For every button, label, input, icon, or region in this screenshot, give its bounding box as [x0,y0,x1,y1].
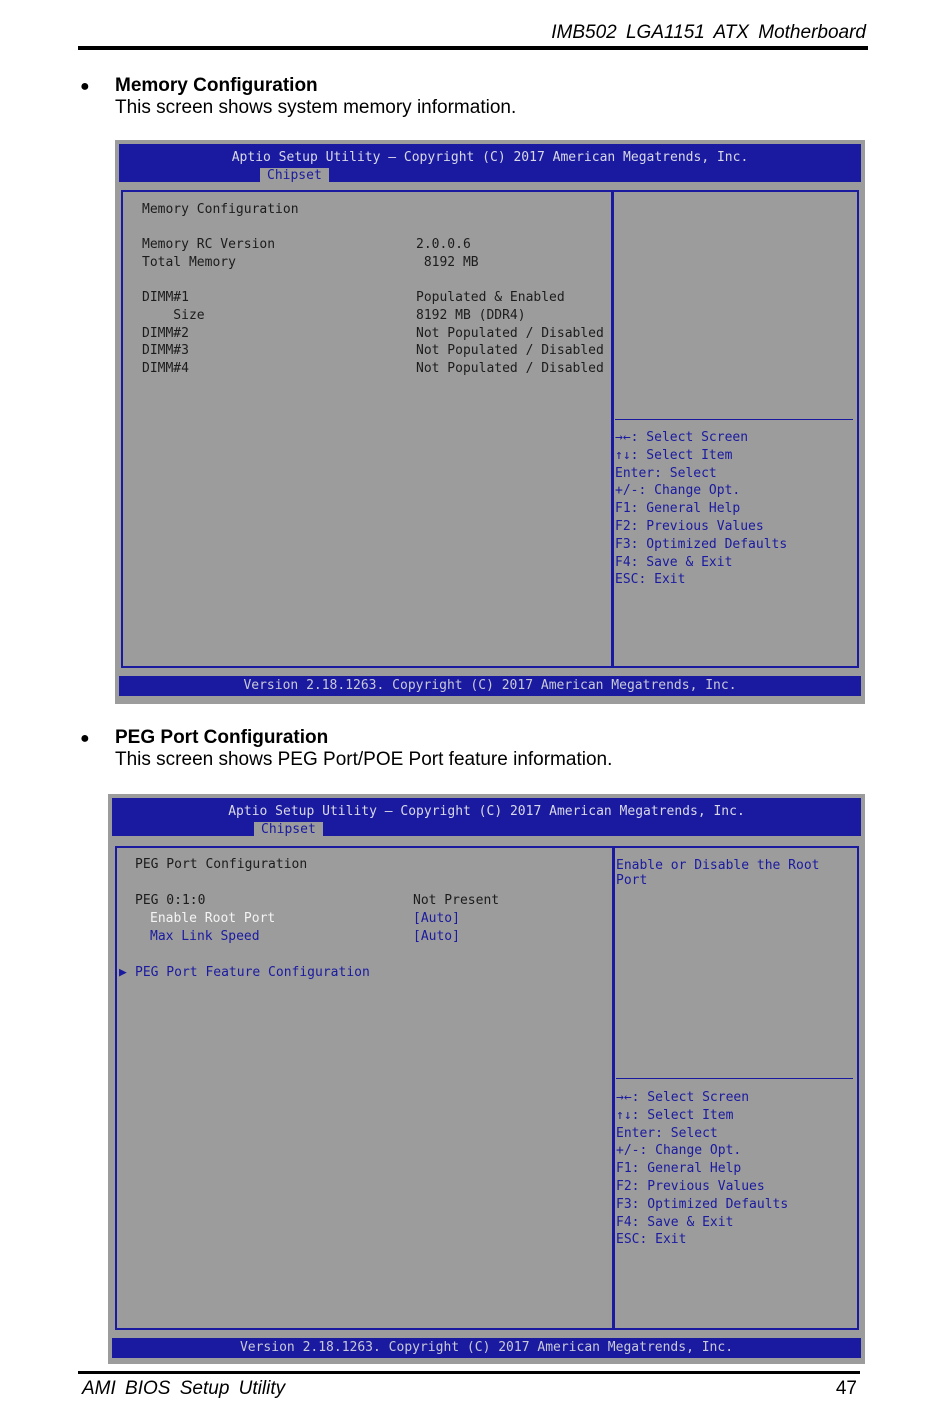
bios-version-bar: Version 2.18.1263. Copyright (C) 2017 American Megatrends, Inc. [112,1338,861,1358]
key-help-item: F1: General Help [615,501,741,517]
peg-value: Not Present [413,893,500,908]
dimm2-value: Not Populated / Disabled [416,326,604,341]
total-memory-label: Total Memory [142,255,236,270]
dimm4-value: Not Populated / Disabled [416,361,604,376]
tab-chipset[interactable]: Chipset [260,168,329,184]
section-title: Memory Configuration [115,75,318,96]
dimm1-value: Populated & Enabled [416,290,565,305]
submenu-arrow-icon: ▶ [119,965,127,980]
enable-root-port-label[interactable]: Enable Root Port [150,911,276,926]
bios-right-panel [612,846,859,1330]
key-help-item: F4: Save & Exit [615,554,733,570]
section-description: This screen shows PEG Port/POE Port feature information. [115,749,613,770]
key-help-item: Enter: Select [615,465,717,481]
enable-root-port-value[interactable]: [Auto] [413,911,460,926]
dimm1-size-value: 8192 MB (DDR4) [416,308,526,323]
dimm3-label: DIMM#3 [142,343,189,358]
peg-label: PEG 0:1:0 [135,893,206,908]
dimm4-label: DIMM#4 [142,361,189,376]
key-help-item: F2: Previous Values [616,1178,765,1194]
bios-screenshot-peg [108,794,865,1364]
memory-rc-label: Memory RC Version [142,237,276,252]
bios-page-heading: PEG Port Configuration [135,857,308,872]
dimm1-size-label: Size [142,308,205,323]
footer-rule [78,1371,860,1374]
header-rule [78,46,868,50]
help-divider [615,419,853,420]
help-divider [616,1078,853,1079]
bullet-icon: ● [80,730,90,747]
dimm3-value: Not Populated / Disabled [416,343,604,358]
bios-top-title: Aptio Setup Utility – Copyright (C) 2017 American Megatrends, Inc. [228,804,745,819]
bios-top-bar [112,798,861,836]
max-link-speed-label[interactable]: Max Link Speed [150,929,260,944]
key-help-item: ESC: Exit [615,572,686,588]
max-link-speed-value[interactable]: [Auto] [413,929,460,944]
key-help-item: +/-: Change Opt. [616,1143,742,1159]
key-help-item: +/-: Change Opt. [615,483,741,499]
tab-chipset[interactable]: Chipset [254,822,323,838]
page-number: 47 [835,1378,857,1399]
key-help-item: F2: Previous Values [615,518,764,534]
key-help-list [615,430,787,590]
key-help-item: F1: General Help [616,1161,742,1177]
bios-top-title: Aptio Setup Utility – Copyright (C) 2017 American Megatrends, Inc. [231,150,749,165]
key-help-item: F3: Optimized Defaults [616,1196,789,1212]
section-title: PEG Port Configuration [115,727,329,748]
total-memory-value: 8192 MB [416,255,479,270]
dimm1-label: DIMM#1 [142,290,189,305]
help-text: Enable or Disable the Root Port [616,858,820,888]
bios-right-panel [611,190,859,668]
footer-title: AMI BIOS Setup Utility [82,1378,286,1399]
key-help-item: ESC: Exit [616,1232,687,1248]
key-help-item: ↑↓: Select Item [615,447,733,463]
bios-top-bar [119,144,861,182]
page-header-title: IMB502 LGA1151 ATX Motherboard [551,22,866,43]
section-description: This screen shows system memory information. [115,97,517,118]
bios-version-bar: Version 2.18.1263. Copyright (C) 2017 American Megatrends, Inc. [119,676,861,696]
bios-screenshot-memory [115,140,865,704]
key-help-item: →←: Select Screen [616,1090,750,1105]
key-help-item: F3: Optimized Defaults [615,536,788,552]
key-help-item: Enter: Select [616,1125,718,1141]
dimm2-label: DIMM#2 [142,326,189,341]
key-help-item: →←: Select Screen [615,430,749,445]
peg-port-feature-submenu[interactable]: PEG Port Feature Configuration [135,965,370,980]
key-help-list [616,1090,788,1250]
key-help-item: ↑↓: Select Item [616,1107,734,1123]
key-help-item: F4: Save & Exit [616,1214,734,1230]
memory-rc-value: 2.0.0.6 [416,237,471,252]
bios-page-heading: Memory Configuration [142,202,299,217]
bullet-icon: ● [80,78,90,95]
